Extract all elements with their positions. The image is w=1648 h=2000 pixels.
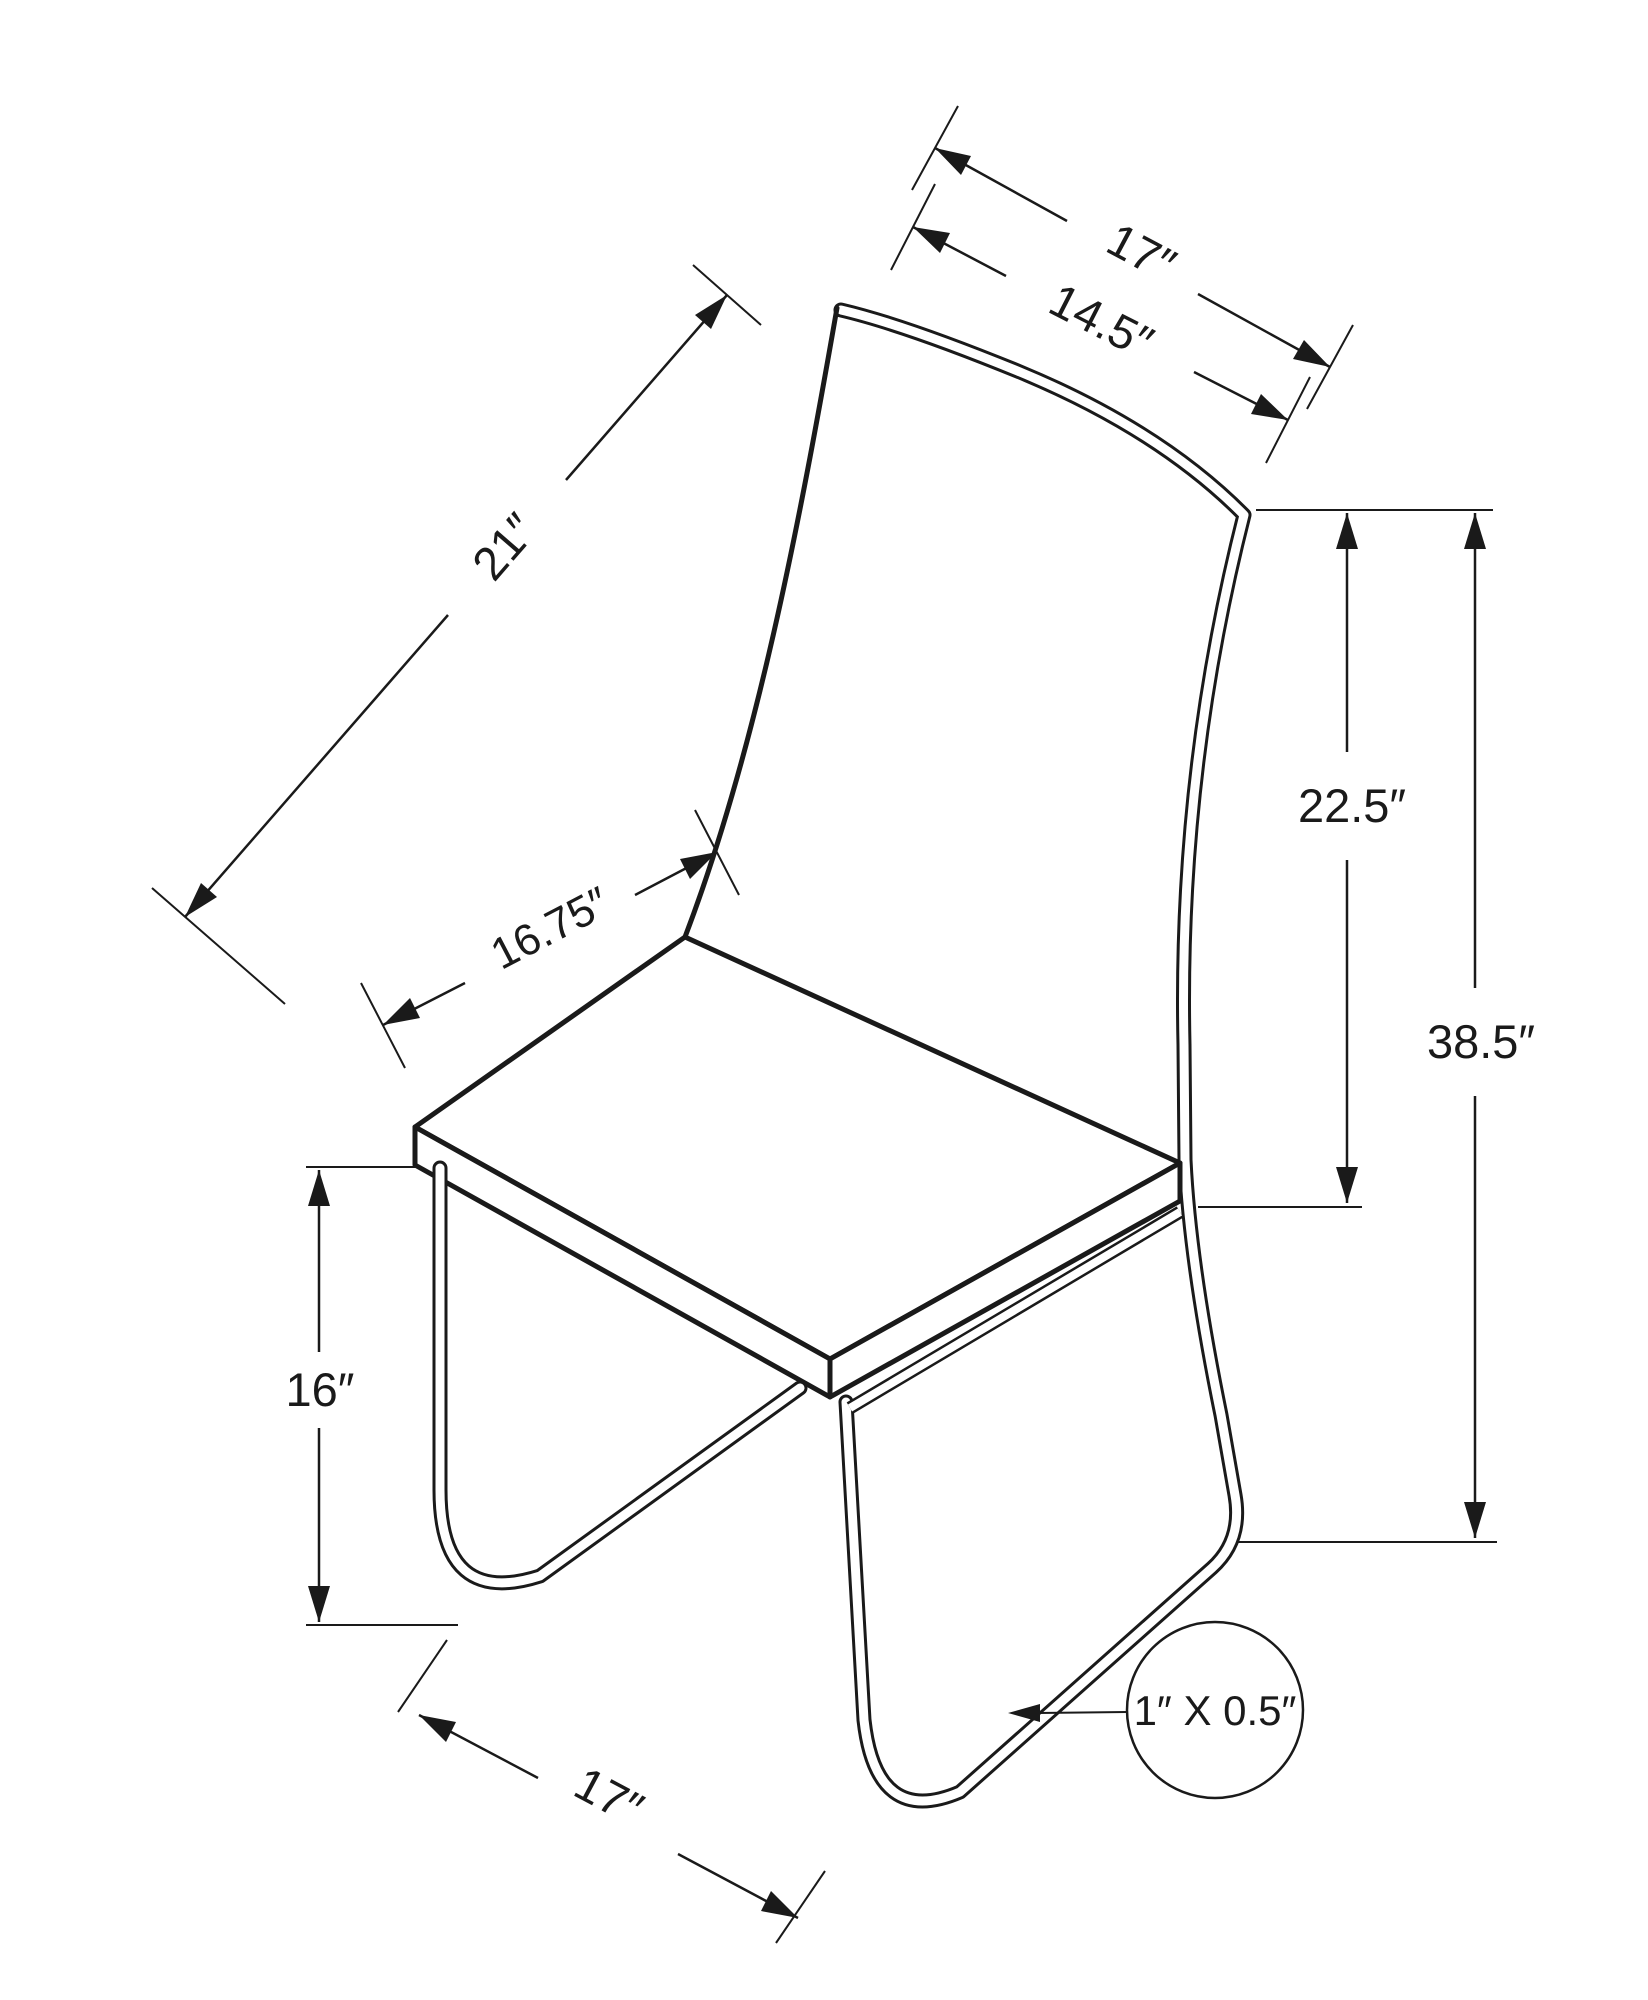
arrowhead <box>935 148 971 175</box>
dim-seat-depth-label: 16.75″ <box>483 877 618 980</box>
dim-backrest-length-label: 21″ <box>461 502 547 590</box>
dim-overall-height-label: 38.5″ <box>1426 1015 1536 1068</box>
arrowhead <box>419 1715 456 1742</box>
arrowhead <box>1293 340 1330 367</box>
arrowhead <box>1464 513 1486 549</box>
dim-base-width-label: 17″ <box>566 1756 653 1836</box>
arrowhead <box>1464 1502 1486 1538</box>
arrowhead <box>308 1586 330 1622</box>
arrowhead <box>185 883 217 917</box>
arrowhead <box>913 227 950 253</box>
arrowhead <box>695 295 727 329</box>
callout-tube-profile-label: 1″ X 0.5″ <box>1133 1687 1297 1734</box>
dim-seat-height <box>286 1167 458 1625</box>
arrowhead <box>1336 1167 1358 1203</box>
arrowhead <box>761 1891 798 1918</box>
dim-back-top-width-label: 17″ <box>1098 212 1185 292</box>
dim-overall-height <box>1237 513 1535 1542</box>
dim-back-above-seat <box>1198 510 1493 1207</box>
dim-seat-height-label: 16″ <box>285 1363 355 1416</box>
dim-back-panel-width-label: 14.5″ <box>1041 272 1162 370</box>
dim-back-above-seat-label: 22.5″ <box>1297 779 1407 832</box>
arrowhead <box>383 998 420 1025</box>
arrowhead <box>1251 394 1288 420</box>
arrowhead <box>1008 1704 1040 1722</box>
arrowhead <box>308 1170 330 1206</box>
dim-backrest-length <box>152 265 761 1004</box>
dim-base-width <box>398 1640 825 1943</box>
arrowhead <box>1336 513 1358 549</box>
